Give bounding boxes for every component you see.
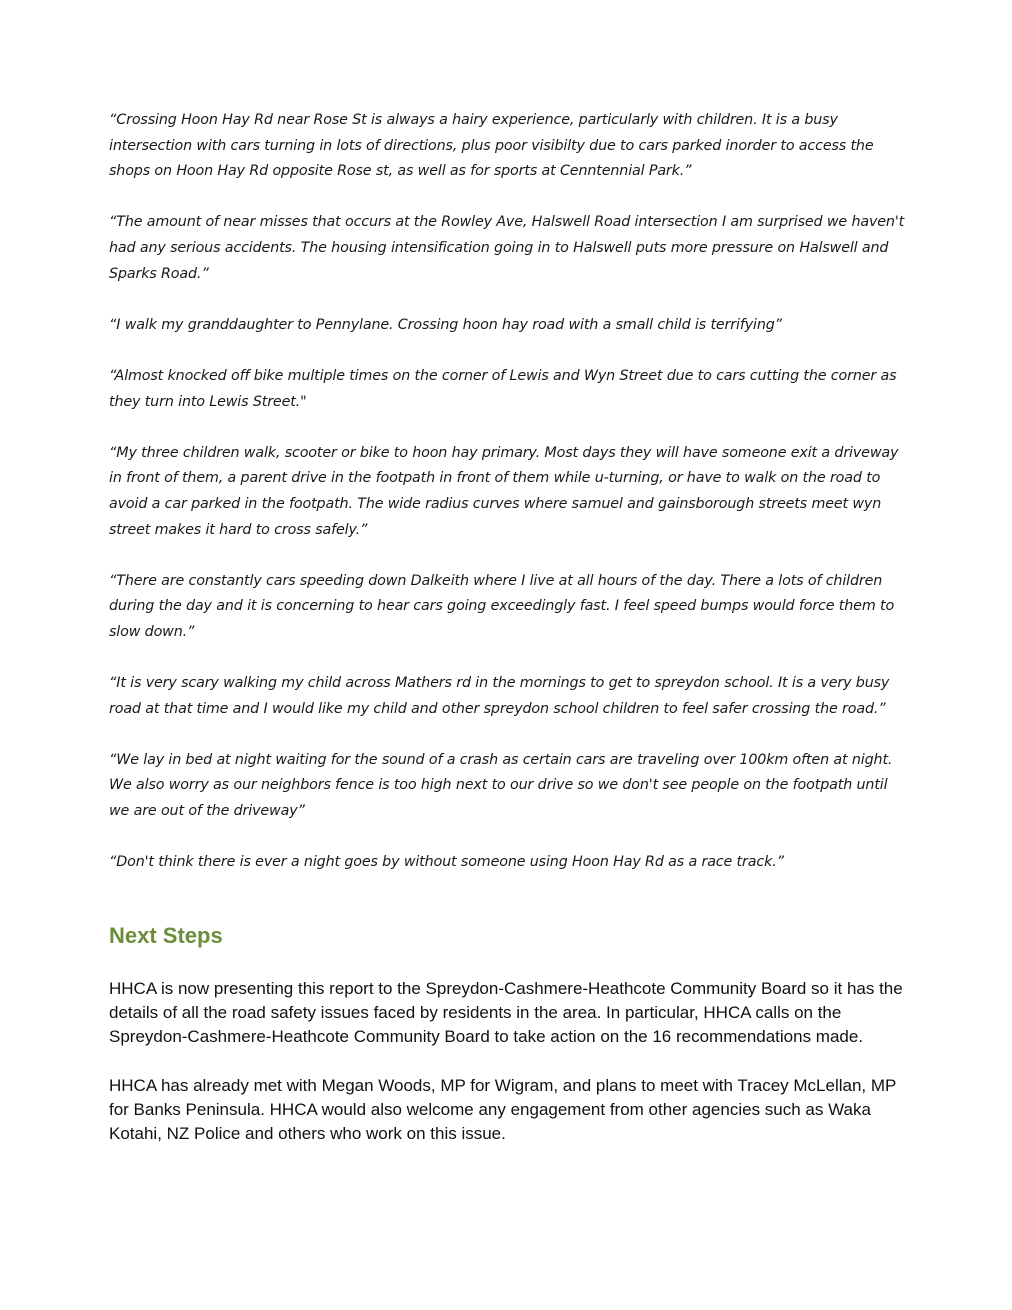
quote-night-crash: “We lay in bed at night waiting for the sound of a crash as certain cars are traveling over 100km often at night. We also worry as our neighbors fence is too high next to our drive so we don't see people on the footpath until we are out of the driveway” bbox=[109, 751, 893, 820]
next-steps-heading: Next Steps bbox=[109, 923, 223, 948]
quote-rowley-ave-halswell: “The amount of near misses that occurs at the Rowley Ave, Halswell Road intersection I am surprised we haven't had any serious accidents. The housing intensification going in to Halswell puts more pressure on Halswell and Sparks Road.” bbox=[109, 214, 905, 282]
quote-mathers-rd: “It is very scary walking my child across Mathers rd in the mornings to get to spreydon school. It is a very busy road at that time and I would like my child and other spreydon school children to feel safer crossing the road.” bbox=[109, 675, 890, 717]
quote-dalkeith-speeding: “There are constantly cars speeding down Dalkeith where I live at all hours of the day. There a lots of children during the day and it is concerning to hear cars going exceedingly fast. I feel speed bumps would force them to slow down.” bbox=[109, 572, 895, 640]
quote-hoon-hay-primary: “My three children walk, scooter or bike to hoon hay primary. Most days they will have someone exit a driveway in front of them, a parent drive in the footpath in front of them while u-turning, or have to walk on the road to avoid a car parked in the footpath. The wide radius curves where samuel and gainsborough streets meet wyn street makes it hard to cross safely.” bbox=[109, 444, 899, 538]
quote-pennylane: “I walk my granddaughter to Pennylane. Crossing hoon hay road with a small child is terrifying” bbox=[109, 316, 782, 333]
quote-race-track: “Don't think there is ever a night goes by without someone using Hoon Hay Rd as a race track.” bbox=[109, 854, 784, 871]
next-steps-body bbox=[109, 977, 909, 1171]
next-steps-paragraph-1: HHCA is now presenting this report to the Spreydon-Cashmere-Heathcote Community Board so it has the details of all the road safety issues faced by residents in the area. In particular, HHCA calls on the Spreydon-Cashmere-Heathcote Community Board to take action on the 16 recommendations made. bbox=[109, 979, 903, 1047]
quote-lewis-wyn-street: “Almost knocked off bike multiple times on the corner of Lewis and Wyn Street due to cars cutting the corner as they turn into Lewis Street." bbox=[109, 367, 897, 410]
resident-quotes bbox=[109, 108, 909, 901]
next-steps-paragraph-2: HHCA has already met with Megan Woods, MP for Wigram, and plans to meet with Tracey McLellan, MP for Banks Peninsula. HHCA would also welcome any engagement from other agencies such as Waka Kotahi, NZ Police and others who work on this issue. bbox=[109, 1075, 897, 1144]
quote-hoon-hay-rose-st: “Crossing Hoon Hay Rd near Rose St is always a hairy experience, particularly with children. It is a busy intersection with cars turning in lots of directions, plus poor visibilty due to cars parked inorder to access the shops on Hoon Hay Rd opposite Rose st, as well as for sports at Cenntennial Park.” bbox=[109, 112, 874, 180]
